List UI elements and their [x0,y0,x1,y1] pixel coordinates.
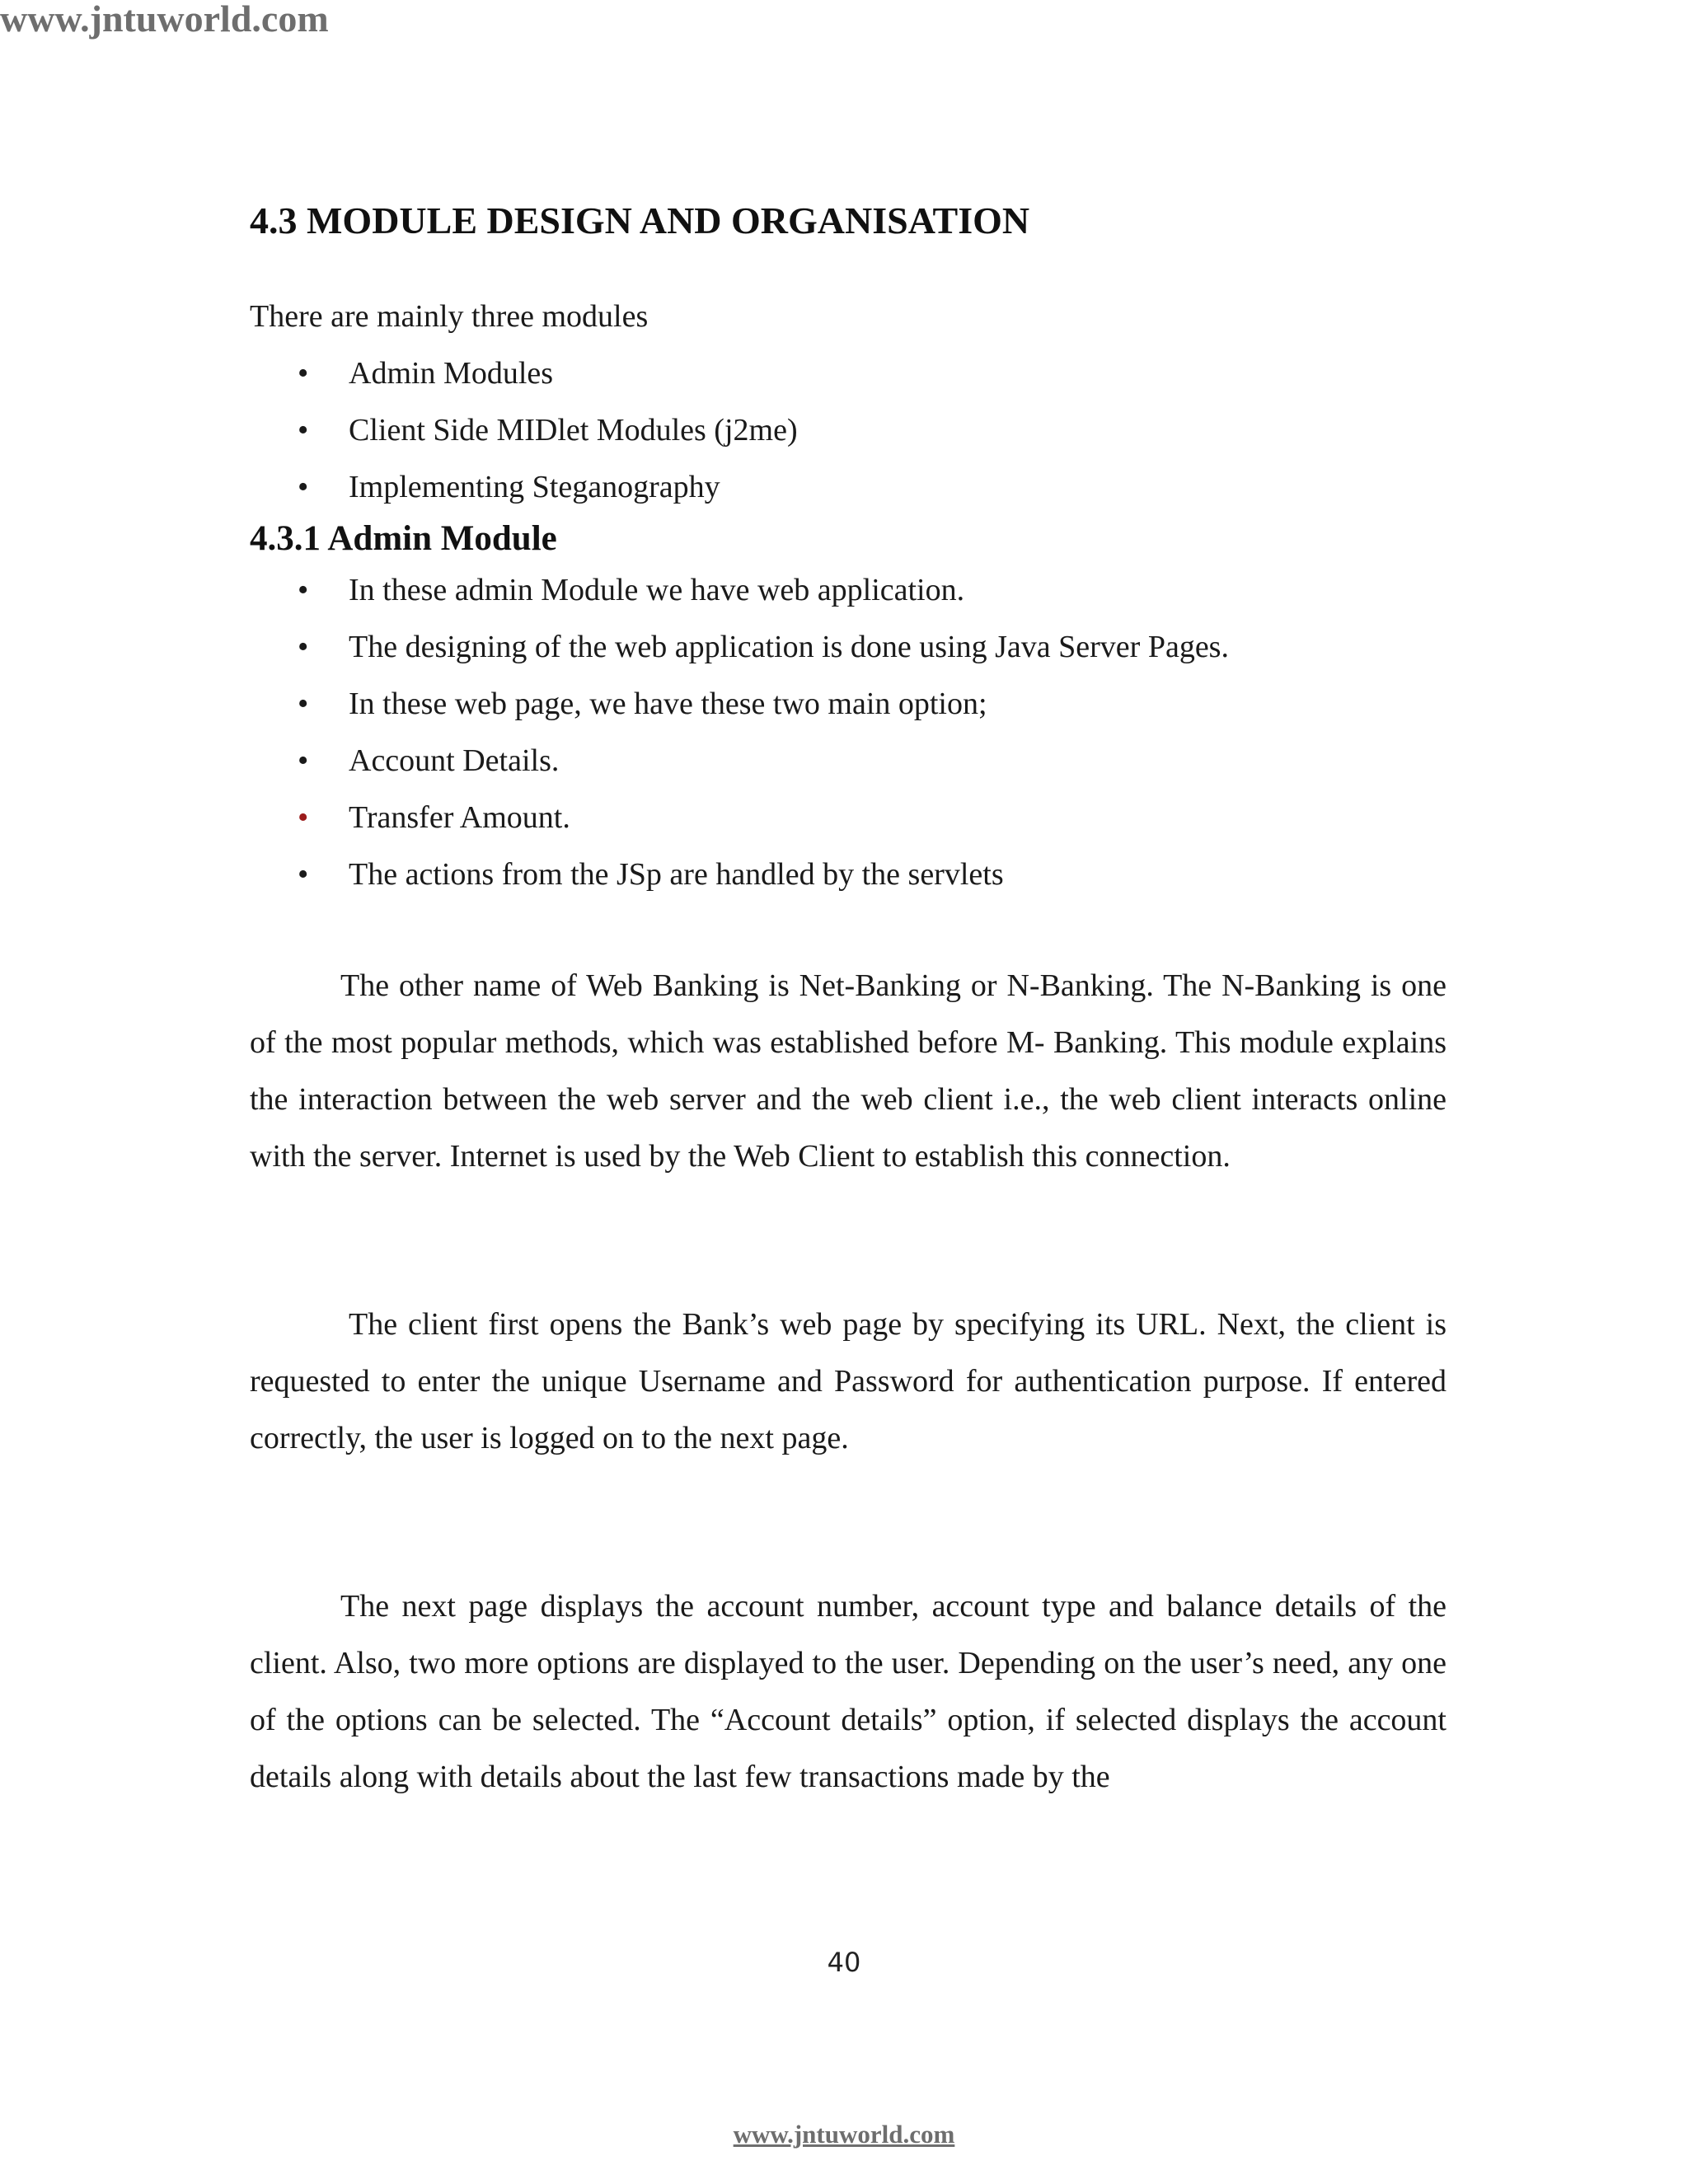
section-heading: 4.3 MODULE DESIGN AND ORGANISATION [250,199,1030,241]
list-item [250,846,1447,903]
bullet-icon: • [298,470,309,504]
list-item-text: In these admin Module we have web application. [349,573,965,607]
list-item-text: Account Details. [349,743,560,778]
list-item [250,790,1447,846]
bullet-icon: • [298,857,309,892]
body-paragraph: The next page displays the account number, account type and balance details of the client. Also, two more options are displayed to the user. Depending on the user’s need, any one of the options can be selected. The “Account details” option, if selected displays the account details along with details about the last few transactions made by the [250,1589,1447,1794]
subsection-heading: 4.3.1 Admin Module [250,519,557,558]
list-item-text: The actions from the JSp are handled by the servlets [349,857,1004,892]
body-paragraph: The other name of Web Banking is Net-Banking or N-Banking. The N-Banking is one of the most popular methods, which was established before M- Banking. This module explains the interaction between the web server and the web client i.e., the web client interacts online with the server. Internet is used by the Web Client to establish this connection. [250,968,1447,1174]
list-item [250,676,1447,733]
bullet-icon: • [298,743,309,778]
document-body [250,198,1447,1806]
intro-text: There are mainly three modules [250,299,649,334]
watermark-top: www.jntuworld.com [0,0,329,40]
list-item [250,459,1447,516]
list-item [250,733,1447,790]
list-item [250,345,1447,402]
list-item-text: Admin Modules [349,356,554,391]
bullet-icon: • [298,687,309,721]
list-item [250,619,1447,676]
bullet-icon: • [298,573,309,607]
page-number: 40 [827,1947,861,1978]
modules-list [250,345,1447,516]
list-item-text: Implementing Steganography [349,470,720,504]
list-item [250,402,1447,459]
admin-points-list [250,562,1447,903]
list-item-text: The designing of the web application is done using Java Server Pages. [349,630,1229,664]
list-item-text: Transfer Amount. [349,800,570,835]
bullet-icon: • [298,630,309,664]
bullet-icon: • [298,800,309,835]
list-item [250,562,1447,619]
bullet-icon: • [298,413,309,448]
body-paragraph: The client first opens the Bank’s web page by specifying its URL. Next, the client is requested to enter the unique Username and Password for authentication purpose. If entered correctly, the user is logged on to the next page. [250,1307,1447,1455]
list-item-text: Client Side MIDlet Modules (j2me) [349,413,798,448]
list-item-text: In these web page, we have these two main option; [349,687,987,721]
bullet-icon: • [298,356,309,391]
watermark-bottom: www.jntuworld.com [733,2120,955,2149]
